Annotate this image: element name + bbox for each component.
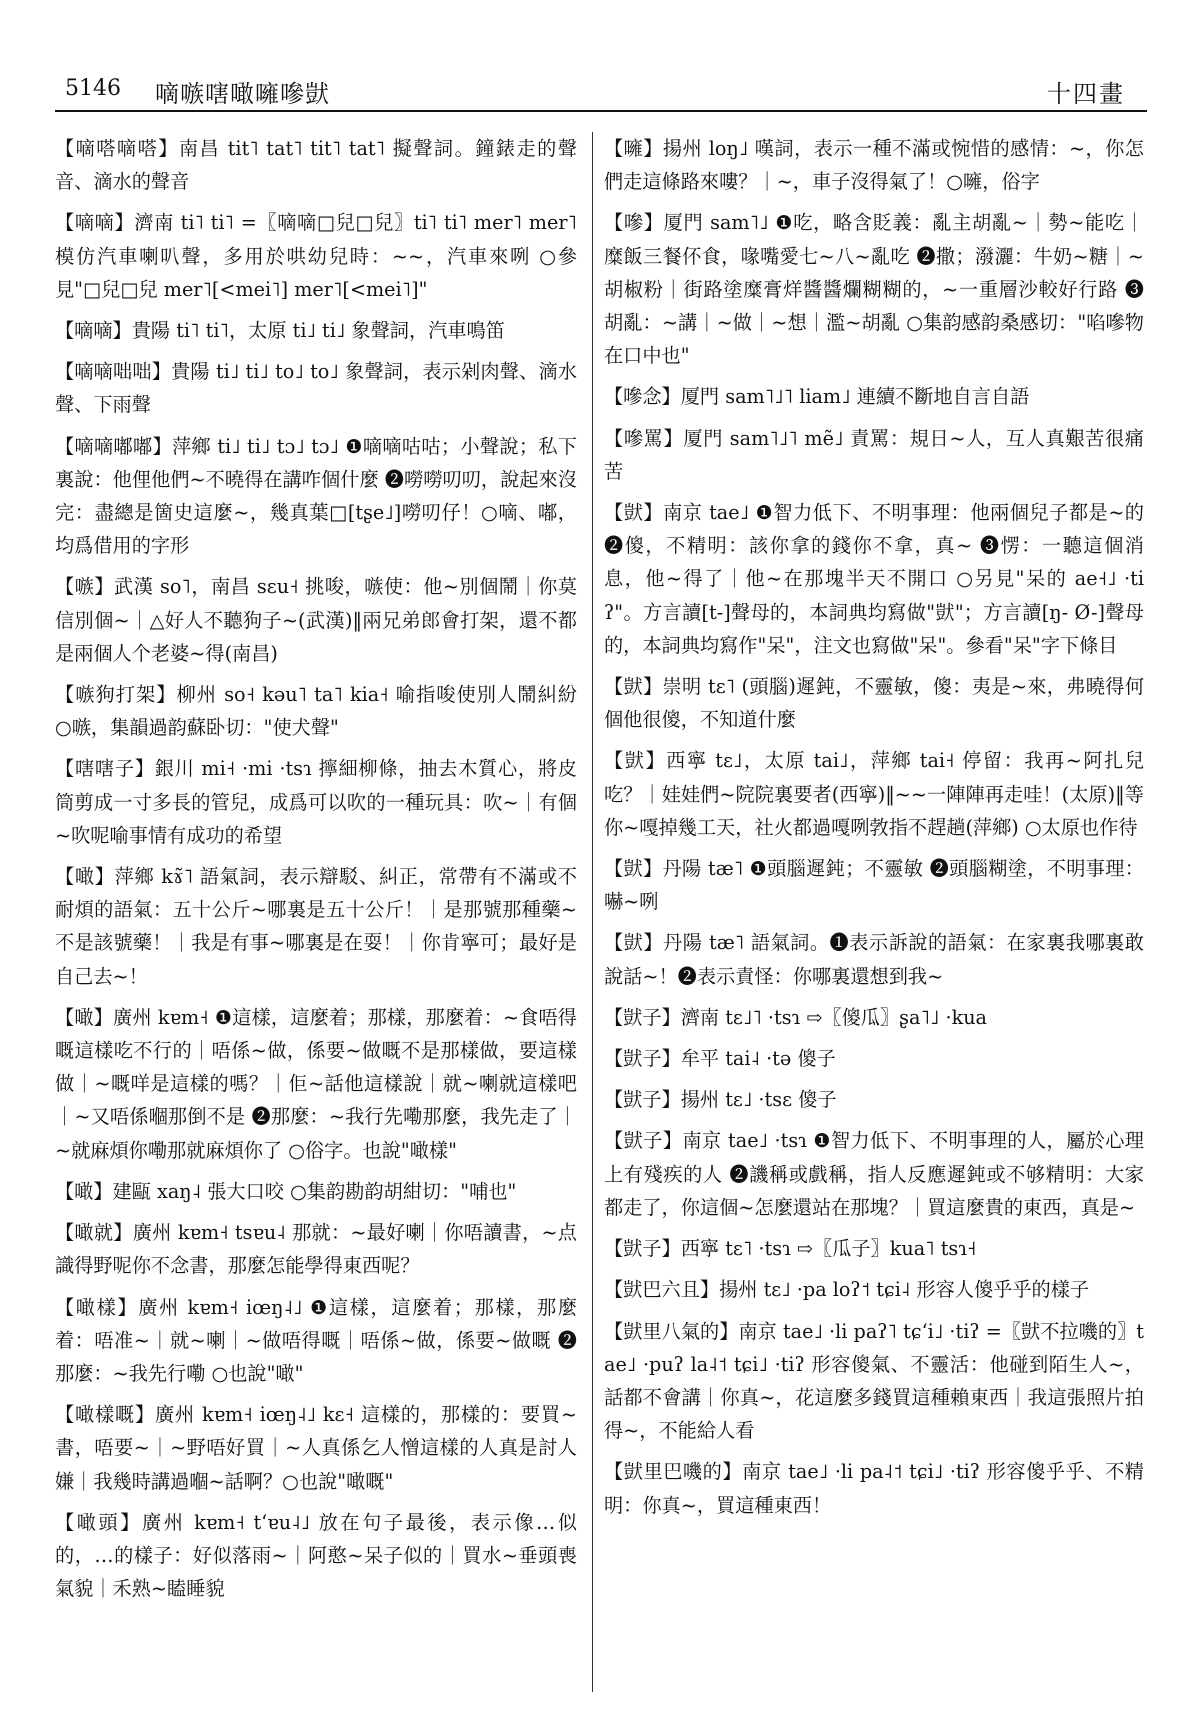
dictionary-entry: 【嘀嘀】濟南 ti˥ ti˥ =〖嘀嘀□兒□兒〗ti˥ ti˥ mer˥ mer˥ 模仿汽車喇叭聲，多用於哄幼兒時：~~，汽車來咧 ○參見"□兒□兒 mer˥[<mei˥] mer˥[<mei˥]" <box>55 211 577 301</box>
dictionary-entry: 【獃子】南京 tae˩ ·tsɿ ❶智力低下、不明事理的人，屬於心理上有殘疾的人 ❷譏稱或戲稱，指人反應遲鈍或不够精明：大家都走了，你這個~怎麼還站在那塊？｜買這麼貴的東西，真是~ <box>604 1129 1144 1219</box>
dictionary-entry: 【嗐嗐子】銀川 mi˧ ·mi ·tsɿ 擰細柳條，抽去木質心，將皮筒剪成一寸多長的管兒，成爲可以吹的一種玩具：吹~｜有個~吹呢喻事情有成功的希望 <box>55 757 577 847</box>
dictionary-entry: 【嘇念】厦門 sam˥˩˥ liam˩ 連續不斷地自言自語 <box>604 385 1030 409</box>
dictionary-entry: 【獃】丹陽 tæ˥ ❶頭腦遲鈍；不靈敏 ❷頭腦糊塗，不明事理：嚇~咧 <box>604 857 1144 914</box>
dictionary-entry: 【噉就】廣州 kɐm˧ tsɐu˨ 那就：~最好喇｜你唔讀書，~点識得野呢你不念書，那麼怎能學得東西呢？ <box>55 1221 577 1278</box>
dictionary-entry: 【獃子】西寧 tɛ˥ ·tsɿ ⇨〖瓜子〗kua˥ tsɿ˧ <box>604 1237 977 1261</box>
dictionary-entry: 【噉樣】廣州 kɐm˧ iœŋ˨˩ ❶這樣，這麼着；那樣，那麼着：唔准~｜就~喇｜~做唔得嘅｜唔係~做，係要~做嘅 ❷那麼：~我先行嘞 ○也說"噉" <box>55 1295 577 1385</box>
dictionary-entry: 【嗾狗打架】柳州 so˧ kəu˥ ta˥ kia˧ 喻指唆使別人鬧糾紛 ○嗾，集韻過韵蘇卧切："使犬聲" <box>55 683 577 740</box>
dictionary-entry: 【嘇】厦門 sam˥˩ ❶吃，略含貶義：亂主胡亂~｜勢~能吃｜糜飯三餐伓食，喙嘴愛七~八~亂吃 ❷撒；潑灑：牛奶~糖｜~胡椒粉｜街路塗糜膏烊醬醬爛糊糊的，~一重層沙較好行路 ❸胡亂：~講｜~做｜~想｜濫~胡亂 ○集韵感韵桑感切："啗嘇物在口中也" <box>604 211 1144 368</box>
right-column <box>604 132 1144 1530</box>
left-column <box>55 132 577 1613</box>
dictionary-entry: 【嘀嘀】貴陽 ti˥ ti˥，太原 ti˩ ti˩ 象聲詞，汽車鳴笛 <box>55 319 505 343</box>
dictionary-entry: 【獃子】牟平 tai˨ ·tə 傻子 <box>604 1047 836 1071</box>
header-rule <box>55 110 1147 112</box>
page-number: 5146 <box>65 76 121 101</box>
dictionary-entry: 【獃】崇明 tɛ˥ (頭腦)遲鈍，不靈敏，傻：夷是~來，弗曉得何個他很傻，不知道什麼 <box>604 675 1144 732</box>
dictionary-entry: 【噉頭】廣州 kɐm˧ tʻɐu˨˩ 放在句子最後，表示像…似的，…的樣子：好似落雨~｜阿憨~呆子似的｜買水~垂頭喪氣貌｜禾熟~瞌睡貌 <box>55 1510 577 1601</box>
dictionary-entry: 【獃里八氣的】南京 tae˩ ·li paʔ˥ tɕʻi˩ ·tiʔ =〖獃不拉嘰的〗tae˩ ·puʔ la˨˦ tɕi˩ ·tiʔ 形容傻氣、不靈活：他碰到陌生人~，話都不會講｜你真~，花這麼多錢買這種賴東西｜我這張照片拍得~，不能給人看 <box>604 1319 1144 1443</box>
dictionary-entry: 【嘇罵】厦門 sam˥˩˥ mẽ˩ 責罵：規日~人，互人真艱苦很痛苦 <box>604 426 1144 483</box>
column-divider <box>592 132 593 1692</box>
dictionary-entry: 【獃里巴嘰的】南京 tae˩ ·li pa˨˦ tɕi˩ ·tiʔ 形容傻乎乎、不精明：你真~，買這種東西！ <box>604 1460 1144 1517</box>
page-header <box>55 66 1145 106</box>
dictionary-entry: 【嘀嘀嘟嘟】萍鄉 ti˩ ti˩ tɔ˩ tɔ˩ ❶嘀嘀咕咕；小聲說；私下裏說：他俚他們~不曉得在講咋個什麼 ❷嘮嘮叨叨，說起來沒完：盡總是箇史這麼~，幾真葉□[tʂe˩]嘮叨仔！○嘀、嘟，均爲借用的字形 <box>55 434 577 558</box>
header-characters: 嘀嗾嗐噉噰嘇獃 <box>155 80 330 108</box>
dictionary-entry: 【獃子】揚州 tɛ˩ ·tsɛ 傻子 <box>604 1088 837 1112</box>
dictionary-entry: 【獃巴六且】揚州 tɛ˩ ·pa loʔ˦ tɕi˨ 形容人傻乎乎的樣子 <box>604 1278 1090 1302</box>
dictionary-entry: 【獃】西寧 tɛ˩，太原 tai˩，萍鄉 tai˧ 停留：我再~阿扎兒吃？｜娃娃們~院院裏要者(西寧)‖~~一陣陣再走哇！(太原)‖等你~嘎掉幾工天，社火都過嘎咧㪍指不趕趟(萍鄉) ○太原也作待 <box>604 749 1144 839</box>
dictionary-entry: 【嘀嗒嘀嗒】南昌 tit˥ tat˥ tit˥ tat˥ 擬聲詞。鐘錶走的聲音、滴水的聲音 <box>55 137 577 194</box>
dictionary-entry: 【獃】丹陽 tæ˥ 語氣詞。❶表示訴說的語氣：在家裏我哪裏敢說話~！❷表示責怪：你哪裏還想到我~ <box>604 931 1144 988</box>
stroke-section-label: 十四畫 <box>1047 80 1125 108</box>
dictionary-entry: 【嘀嘀咄咄】貴陽 ti˩ ti˩ to˩ to˩ 象聲詞，表示剁肉聲、滴水聲、下雨聲 <box>55 360 577 417</box>
dictionary-entry: 【噉樣嘅】廣州 kɐm˧ iœŋ˨˩ kɛ˧ 這樣的，那樣的：要買~書，唔要~｜~野唔好買｜~人真係乞人憎這樣的人真是討人嫌｜我幾時講過嗰~話啊？○也說"噉嘅" <box>55 1403 577 1493</box>
dictionary-entry: 【噰】揚州 loŋ˩ 嘆詞，表示一種不滿或惋惜的感情：~，你怎們走這條路來嘍？｜~，車子沒得氣了！○噰，俗字 <box>604 137 1144 194</box>
dictionary-entry: 【噉】廣州 kɐm˧ ❶這樣，這麼着；那樣，那麼着：~食唔得嘅這樣吃不行的｜唔係~做，係要~做嘅不是那樣做，要這樣做｜~嘅咩是這樣的嗎？｜佢~話他這樣說｜就~喇就這樣吧｜~又唔係嗰那倒不是 ❷那麼：~我行先嘞那麼，我先走了｜~就麻煩你嘞那就麻煩你了 ○俗字。也說"噉樣" <box>55 1005 577 1162</box>
dictionary-entry: 【嗾】武漢 so˥，南昌 sɛu˧ 挑唆，嗾使：他~別個鬧｜你莫信別個~｜△好人不聽狗子~(武漢)‖兩兄弟郎會打架，還不都是兩個人个老婆~得(南昌) <box>55 575 577 665</box>
dictionary-entry: 【獃子】濟南 tɛ˩˥ ·tsɿ ⇨〖傻瓜〗ʂa˥˩ ·kua <box>604 1005 988 1029</box>
dictionary-entry: 【噉】建甌 xaŋ˨ 張大口咬 ○集韵勘韵胡紺切："哺也" <box>55 1179 517 1203</box>
dictionary-entry: 【噉】萍鄉 kɤ̃˥ 語氣詞，表示辯駁、糾正，常帶有不滿或不耐煩的語氣：五十公斤~哪裏是五十公斤！｜是那號那種藥~不是該號藥！｜我是有事~哪裏是在耍！｜你肯寧可；最好是自己去~！ <box>55 865 577 988</box>
dictionary-entry: 【獃】南京 tae˩ ❶智力低下、不明事理：他兩個兒子都是~的 ❷傻，不精明：該你拿的錢你不拿，真~ ❸愣：一聽這個消息，他~得了｜他~在那塊半天不開口 ○另見"呆的 ae˧˩ ·tiʔ"。方言讀[t-]聲母的，本詞典均寫做"獃"；方言讀[ŋ- Ø-]聲母的，本詞典均寫作"呆"，注文也寫做"呆"。參看"呆"字下條目 <box>604 501 1144 657</box>
